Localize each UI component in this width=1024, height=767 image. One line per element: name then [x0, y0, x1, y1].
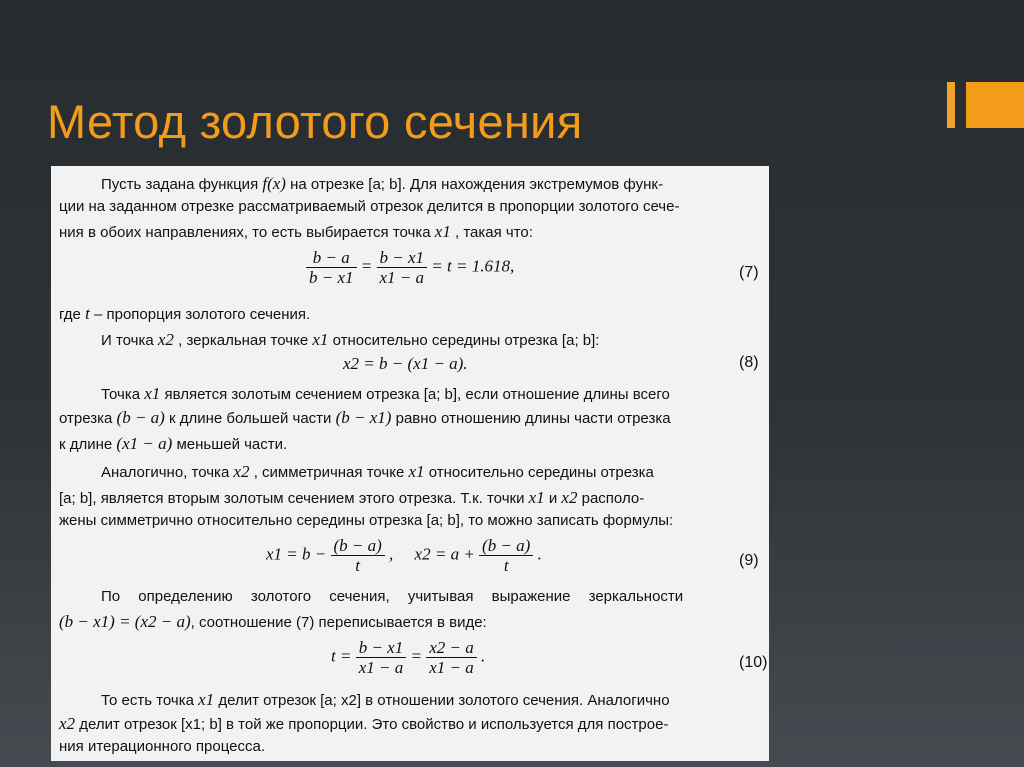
- p4-line3: [59, 434, 287, 454]
- denominator: x1 − a: [379, 268, 425, 287]
- text: , симметричная точке: [253, 464, 405, 481]
- text: является золотым сечением отрезка [a; b], если отношение длины всего: [164, 386, 670, 403]
- text: отрезка: [59, 410, 113, 427]
- denominator: b − x1: [309, 268, 354, 287]
- p1-line1: [101, 174, 663, 194]
- p5-line1: [101, 462, 654, 482]
- numerator: b − x1: [356, 638, 407, 658]
- math-inline: t: [85, 304, 90, 323]
- math-inline: (b − a): [116, 408, 165, 427]
- text: Пусть задана функция: [101, 176, 259, 193]
- p4-line2: [59, 408, 671, 428]
- numerator: (b − a): [479, 536, 533, 556]
- p2-line1: [59, 304, 310, 324]
- p7-line1: [101, 690, 670, 710]
- equation-8: x2 = b − (x1 − a).: [343, 354, 468, 373]
- text: к длине большей части: [169, 410, 332, 427]
- denominator: x1 − a: [358, 658, 404, 677]
- math-inline: x2: [561, 488, 578, 507]
- p6-line2: [59, 612, 487, 632]
- math-inline: x1: [312, 330, 329, 349]
- text: меньшей части.: [176, 436, 288, 453]
- text: делит отрезок [a; x2] в отношении золотого сечения. Аналогично: [218, 692, 670, 709]
- numerator: x2 − a: [426, 638, 477, 658]
- equation-number-9: (9): [739, 552, 759, 569]
- equation-part: ,: [389, 544, 394, 564]
- slide-title: Метод золотого сечения: [47, 95, 583, 148]
- math-inline: x2: [59, 714, 76, 733]
- p5-line2: [59, 488, 644, 508]
- equation-part: .: [537, 544, 542, 564]
- p7-line3: ния итерационного процесса.: [59, 738, 266, 755]
- math-inline: x1: [528, 488, 545, 507]
- math-inline: f(x): [262, 174, 286, 193]
- equals-sign: =: [410, 646, 422, 666]
- math-inline: x1: [144, 384, 161, 403]
- text: , соотношение (7) переписывается в виде:: [190, 614, 487, 631]
- numerator: b − x1: [377, 248, 428, 268]
- equation-number-10: (10): [739, 654, 768, 671]
- text: относительно середины отрезка: [428, 464, 654, 481]
- math-inline: x1: [408, 462, 425, 481]
- fraction: [331, 536, 385, 575]
- denominator: t: [503, 556, 509, 575]
- p3-line1: [101, 330, 599, 350]
- equation-number-8: (8): [739, 354, 759, 371]
- equation-part: x1 = b −: [266, 544, 327, 564]
- math-inline: (x1 − a): [116, 434, 173, 453]
- equation-part: t =: [331, 646, 352, 666]
- numerator: (b − a): [331, 536, 385, 556]
- text: на отрезке [a; b]. Для нахождения экстремумов функ-: [290, 176, 663, 193]
- text: – пропорция золотого сечения.: [93, 306, 311, 323]
- text: делит отрезок [x1; b] в той же пропорции. Это свойство и используется для построе-: [79, 716, 669, 733]
- equation-7: [306, 248, 514, 287]
- equation-10: [331, 638, 485, 677]
- text: располо-: [581, 490, 645, 507]
- math-inline: x1: [198, 690, 215, 709]
- text: , такая что:: [455, 224, 533, 241]
- p7-line2: [59, 714, 668, 734]
- text: где: [59, 306, 81, 323]
- text: и: [548, 490, 558, 507]
- text: равно отношению длины части отрезка: [395, 410, 671, 427]
- text: То есть точка: [101, 692, 194, 709]
- fraction: [356, 638, 407, 677]
- math-inline: (b − x1): [335, 408, 392, 427]
- text: Аналогично, точка: [101, 464, 230, 481]
- text: относительно середины отрезка [a; b]:: [332, 332, 600, 349]
- denominator: x1 − a: [429, 658, 474, 677]
- equation-tail: = t = 1.618,: [431, 256, 515, 276]
- denominator: t: [355, 556, 361, 575]
- p4-line1: [101, 384, 670, 404]
- p5-line3: жены симметрично относительно середины отрезка [a; b], то можно записать формулы:: [59, 512, 674, 529]
- text: И точка: [101, 332, 154, 349]
- fraction: [306, 248, 357, 287]
- equation-number-7: (7): [739, 264, 759, 281]
- numerator: b − a: [306, 248, 357, 268]
- p6-line1: По определению золотого сечения, учитывая выражение зеркальности: [101, 588, 684, 605]
- p1-line3: [59, 222, 533, 242]
- fraction: [479, 536, 533, 575]
- equation-part: .: [481, 646, 486, 666]
- accent-bar-thick: [966, 82, 1024, 128]
- text: ния в обоих направлениях, то есть выбирается точка: [59, 224, 431, 241]
- text: , зеркальная точке: [178, 332, 309, 349]
- math-inline: x1: [434, 222, 451, 241]
- math-inline: (b − x1) = (x2 − a): [59, 612, 191, 631]
- equation-9: [266, 536, 542, 575]
- scanned-document: [51, 166, 769, 761]
- text: Точка: [101, 386, 141, 403]
- accent-bar-thin: [947, 82, 955, 128]
- text: к длине: [59, 436, 113, 453]
- equation-part: x2 = a +: [414, 544, 475, 564]
- fraction: [426, 638, 477, 677]
- text: [a; b], является вторым золотым сечением этого отрезка. Т.к. точки: [59, 490, 525, 507]
- equals-sign: =: [360, 256, 373, 276]
- math-inline: x2: [233, 462, 250, 481]
- p1-line2: ции на заданном отрезке рассматриваемый отрезок делится в пропорции золотого сече-: [59, 198, 680, 215]
- fraction: [377, 248, 428, 287]
- math-inline: x2: [157, 330, 174, 349]
